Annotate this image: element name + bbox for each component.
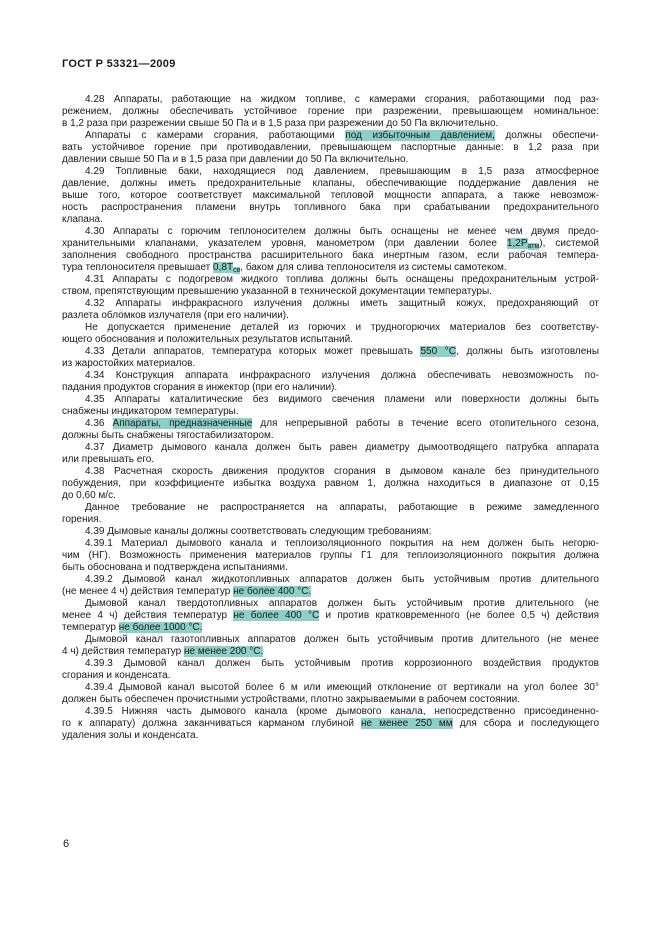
text-segment: ), системой <box>539 238 599 249</box>
text-line <box>62 646 599 658</box>
text-segment: 4.39 Дымовые каналы должны соответствовать следующим требованиям: <box>85 526 432 537</box>
text-line <box>62 346 599 358</box>
text-segment: 4 ч) действия температур <box>62 646 185 657</box>
text-line <box>62 658 599 670</box>
highlighted-text: не более 1000 °С. <box>118 622 203 633</box>
text-segment: го к аппарату) должна заканчиваться карманом глубиной <box>62 718 362 729</box>
text-line <box>62 610 599 622</box>
text-line <box>62 298 599 310</box>
text-line <box>62 718 599 730</box>
text-line <box>62 730 599 742</box>
text-line <box>62 574 599 586</box>
text-segment: или превышать его. <box>62 454 155 465</box>
highlighted-text: не менее 250 мм <box>361 718 453 729</box>
text-segment: Данное требование не распространяется на аппараты, работающие в режиме замедленного <box>85 502 599 513</box>
text-segment: давлении свыше 50 Па и в 1,5 раза при давлении до 50 Па включительно. <box>62 154 409 165</box>
text-line <box>62 250 599 262</box>
text-line <box>62 490 599 502</box>
text-segment: 4.36 <box>85 418 113 429</box>
highlighted-text: не менее 200 °С. <box>184 646 264 657</box>
text-segment: снабжены индикатором температуры. <box>62 406 239 417</box>
text-line <box>62 274 599 286</box>
text-segment: удаления золы и конденсата. <box>62 730 199 741</box>
text-segment: 4.32 Аппараты инфракрасного излучения должны иметь защитный кожух, предохраняющий от <box>85 298 599 309</box>
text-line <box>62 682 599 694</box>
text-segment: режением, должны обеспечивать устойчивое горение при разрежении, превышающем номинальное: <box>62 106 599 117</box>
text-line <box>62 214 599 226</box>
text-segment: до 0,60 м/с. <box>62 490 116 501</box>
highlighted-text: под избыточным давлением, <box>345 130 495 141</box>
text-segment: ством, препятствующим превышению указанной в технической документации температуры. <box>62 286 492 297</box>
text-line <box>62 538 599 550</box>
text-segment: 4.39.4 Дымовой канал высотой более 6 м или имеющий отклонение от вертикали на угол более 30° <box>85 682 599 693</box>
text-line <box>62 226 599 238</box>
text-segment: 4.38 Расчетная скорость движения продуктов сгорания в дымовом канале без принудительного <box>85 466 599 477</box>
text-line <box>62 634 599 646</box>
text-line <box>62 370 599 382</box>
text-segment: вать устойчивое горение при противодавлении, превышающем паспортные данные: в 1,2 раза при <box>62 142 599 153</box>
text-segment: , должны быть изготовлены <box>456 346 599 357</box>
text-segment: 4.28 Аппараты, работающие на жидком топливе, с камерами сгорания, работающими под раз- <box>85 94 599 105</box>
text-line <box>62 322 599 334</box>
text-segment: ющего обоснования и положительных результатов испытаний. <box>62 334 354 345</box>
highlighted-text: не более 400 °С. <box>233 586 312 597</box>
text-segment: 4.37 Диаметр дымового канала должен быть равен диаметру дымоотводящего патрубка аппарата <box>85 442 599 453</box>
text-segment: , баком для слива теплоносителя из системы самотеком. <box>240 262 507 273</box>
text-segment: для сбора и последующего <box>452 718 599 729</box>
text-segment: 4.39.3 Дымовой канал должен быть устойчивым против коррозионного воздействия продуктов <box>85 658 599 669</box>
text-line <box>62 454 599 466</box>
text-segment: падания продуктов сгорания в инжектор (при его наличии). <box>62 382 338 393</box>
text-segment: в 1,2 раза при разрежении свыше 50 Па и в 1,5 раза при разрежении до 50 Па включительно. <box>62 118 499 129</box>
text-segment: заполнения свободного пространства расширительного бака инертным газом, если рабочая темпера- <box>62 250 599 261</box>
text-line <box>62 550 599 562</box>
text-segment: чим (НГ). Возможность применения материалов группы Г1 для теплоизоляционного покрытия должна <box>62 550 599 561</box>
text-segment: Аппараты с камерами сгорания, работающими <box>85 130 346 141</box>
text-line <box>62 670 599 682</box>
text-segment: должен быть обеспечен прочистными устройствами, плотно закрываемыми в рабочем состоянии. <box>62 694 521 705</box>
highlighted-text: Аппараты, предназначенные <box>112 418 253 429</box>
text-segment: 4.35 Аппараты каталитические без видимого свечения пламени или поверхности должны быть <box>85 394 599 405</box>
text-line <box>62 334 599 346</box>
text-line <box>62 166 599 178</box>
text-line <box>62 394 599 406</box>
text-segment: 4.29 Топливные баки, находящиеся под давлением, превышающим в 1,5 раза атмосферное <box>85 166 599 177</box>
text-line <box>62 418 599 430</box>
text-line <box>62 262 599 274</box>
text-line <box>62 598 599 610</box>
text-line <box>62 358 599 370</box>
highlighted-text: 1,2Р <box>506 238 528 249</box>
text-line <box>62 706 599 718</box>
text-line <box>62 382 599 394</box>
text-line <box>62 190 599 202</box>
text-line <box>62 118 599 130</box>
text-line <box>62 442 599 454</box>
text-segment: температур <box>62 622 119 633</box>
text-line <box>62 130 599 142</box>
text-line <box>62 310 599 322</box>
text-line <box>62 694 599 706</box>
text-segment: Не допускается применение деталей из горючих и трудногорючих материалов без соответству- <box>85 322 599 333</box>
text-segment: клапана. <box>62 214 103 225</box>
text-segment: давление, должны иметь предохранительные клапаны, обеспечивающие поддержание давления не <box>62 178 599 189</box>
document-number: ГОСТ Р 53321—2009 <box>62 58 176 70</box>
highlighted-text: 0,8Т <box>213 262 234 273</box>
page-number: 6 <box>63 838 70 850</box>
text-segment: 4.33 Детали аппаратов, температура которых может превышать <box>85 346 421 357</box>
text-line <box>62 526 599 538</box>
text-segment: должны быть снабжены тягостабилизатором. <box>62 430 274 441</box>
text-segment: 4.34 Конструкция аппарата инфракрасного излучения должна обеспечивать невозможность по- <box>85 370 599 381</box>
text-segment: менее 4 ч) действия температур <box>62 610 234 621</box>
text-line <box>62 106 599 118</box>
highlighted-text: 550 °С <box>420 346 457 357</box>
text-line <box>62 622 599 634</box>
text-segment: и против кратковременного (не более 0,5 ч) действия <box>319 610 599 621</box>
text-segment: для непрерывной работы в течение всего отопительного сезона, <box>252 418 599 429</box>
text-line <box>62 238 599 250</box>
text-line <box>62 142 599 154</box>
text-line <box>62 478 599 490</box>
text-line <box>62 502 599 514</box>
text-segment: быть обоснована и подтверждена испытаниями. <box>62 562 288 573</box>
text-line <box>62 514 599 526</box>
text-segment: разлета обломков излучателя (при его наличии). <box>62 310 289 321</box>
text-segment: 4.30 Аппараты с горючим теплоносителем должны быть оснащены не менее чем двумя предо- <box>85 226 599 237</box>
text-line <box>62 586 599 598</box>
highlighted-text: св <box>233 267 241 274</box>
text-segment: горения. <box>62 514 102 525</box>
text-segment: должны обеспечи- <box>494 130 599 141</box>
text-line <box>62 154 599 166</box>
text-line <box>62 178 599 190</box>
text-segment: из жаростойких материалов. <box>62 358 196 369</box>
text-segment: побуждения, при коэффициенте избытка воздуха равном 1, должна находиться в диапазоне от 0,15 <box>62 478 599 489</box>
text-segment: тура теплоносителя превышает <box>62 262 214 273</box>
text-segment: ность распространения пламени внутрь топливного бака при срабатывании предохранительного <box>62 202 599 213</box>
highlighted-text: не более 400 °С <box>233 610 320 621</box>
text-line <box>62 466 599 478</box>
text-line <box>62 430 599 442</box>
text-segment: 4.39.5 Нижняя часть дымового канала (кроме дымового канала, непосредственно присоединенно- <box>85 706 599 717</box>
text-segment: (не менее 4 ч) действия температур <box>62 586 234 597</box>
text-segment: хранительными клапанами, указателем уровня, манометром (при давлении более <box>62 238 507 249</box>
text-line <box>62 286 599 298</box>
text-line <box>62 202 599 214</box>
highlighted-text: атм <box>527 243 540 250</box>
text-segment: сгорания и конденсата. <box>62 670 171 681</box>
text-segment: Дымовой канал газотопливных аппаратов должен быть устойчивым против длительного (не менее <box>85 634 599 645</box>
document-body <box>62 94 599 742</box>
text-segment: 4.31 Аппараты с подогревом жидкого топлива должны быть оснащены предохранительным устрой- <box>85 274 599 285</box>
text-segment: выше того, которое соответствует максимальной тепловой мощности аппарата, а также невозмож- <box>62 190 599 201</box>
text-line <box>62 94 599 106</box>
text-segment: 4.39.2 Дымовой канал жидкотопливных аппаратов должен быть устойчивым против длительного <box>85 574 599 585</box>
text-line <box>62 406 599 418</box>
text-line <box>62 562 599 574</box>
text-segment: Дымовой канал твердотопливных аппаратов должен быть устойчивым против длительного (не <box>85 598 599 609</box>
text-segment: 4.39.1 Материал дымового канала и теплоизоляционного покрытия на нем должен быть негорю- <box>85 538 599 549</box>
